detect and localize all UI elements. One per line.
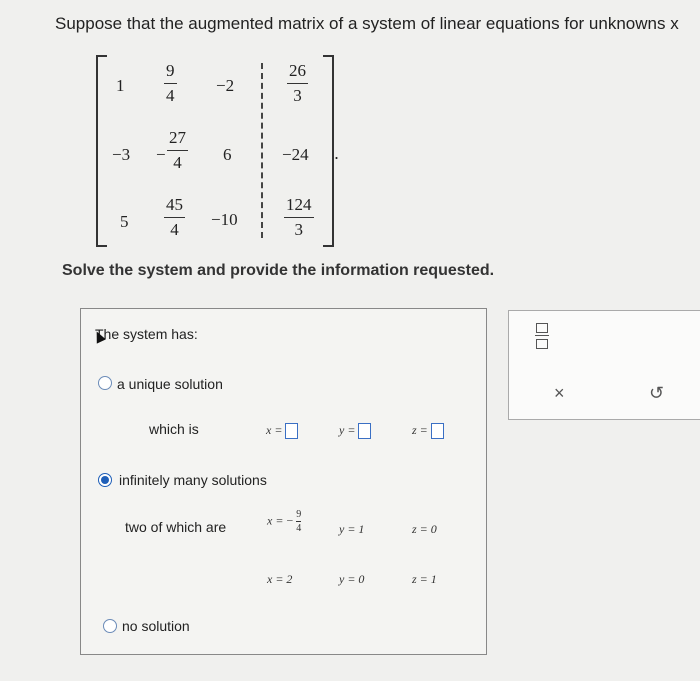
math-toolbox — [508, 310, 700, 420]
matrix-r3-c2-den: 4 — [170, 220, 179, 239]
matrix-r1-c3: −2 — [216, 76, 235, 95]
matrix-r1-b-den: 3 — [293, 86, 302, 105]
matrix-r3-c3: −10 — [211, 210, 238, 229]
unique-z-field: z = — [412, 423, 444, 439]
radio-unique-solution[interactable] — [98, 376, 112, 390]
unique-z-input[interactable] — [431, 423, 444, 439]
two-of-which-label: two of which are — [125, 519, 227, 535]
matrix-r2-b: −24 — [282, 145, 309, 164]
matrix-r3-b-den: 3 — [294, 220, 303, 239]
unique-solution-label[interactable]: a unique solution — [117, 376, 223, 392]
fraction-template-icon[interactable] — [535, 323, 549, 349]
radio-infinitely-many[interactable] — [98, 473, 112, 487]
matrix-r2-c2-den: 4 — [173, 153, 182, 172]
solution1-x-fraction: $\frac{9}{4}$ — [296, 509, 302, 534]
matrix-r1-c2 — [164, 61, 177, 106]
matrix-r1-c2-den: 4 — [166, 86, 175, 105]
matrix-r2-c2 — [167, 128, 188, 173]
matrix-r2-c3: 6 — [223, 145, 232, 164]
solution2-z: z = 1 — [412, 572, 437, 586]
matrix-r3-b-num: 124 — [286, 195, 312, 214]
solution1-y: y = 1 — [339, 522, 365, 536]
solution1-z: z = 0 — [412, 522, 437, 536]
instruction-text: Solve the system and provide the information requested. — [62, 262, 495, 279]
unique-which-is-label: which is — [149, 421, 199, 437]
infinite-solutions-label[interactable]: infinitely many solutions — [119, 472, 267, 488]
matrix-r2-c2-sign: − — [156, 145, 166, 164]
augmented-matrix — [96, 55, 346, 250]
solution1-x: x = − $\frac{9}{4}$ — [267, 509, 302, 534]
matrix-r2-c2-num: 27 — [169, 128, 186, 147]
unique-x-input[interactable] — [285, 423, 298, 439]
solution2-y: y = 0 — [339, 572, 365, 586]
matrix-r3-c2 — [164, 195, 185, 240]
matrix-r1-c2-num: 9 — [166, 61, 175, 80]
matrix-r2-c1: −3 — [112, 145, 131, 164]
undo-icon[interactable]: ↺ — [649, 383, 665, 403]
matrix-r3-c1: 5 — [120, 212, 129, 231]
matrix-r1-b-num: 26 — [289, 61, 306, 80]
matrix-r1-b — [287, 61, 308, 106]
clear-icon[interactable]: × — [554, 383, 565, 403]
answer-panel — [80, 308, 487, 655]
unique-y-input[interactable] — [358, 423, 371, 439]
matrix-left-bracket — [96, 55, 107, 247]
unique-y-field: y = — [339, 423, 371, 439]
matrix-right-bracket — [323, 55, 334, 247]
matrix-r1-c1: 1 — [116, 76, 125, 95]
question-text: Suppose that the augmented matrix of a system of linear equations for unknowns x — [55, 14, 679, 33]
unique-x-field: x = — [266, 423, 298, 439]
solution2-x: x = 2 — [267, 572, 293, 586]
matrix-period: . — [334, 143, 340, 163]
augment-divider — [261, 63, 263, 238]
no-solution-label[interactable]: no solution — [122, 618, 190, 634]
radio-no-solution[interactable] — [103, 619, 117, 633]
system-has-heading: The system has: — [95, 326, 198, 342]
matrix-r3-c2-num: 45 — [166, 195, 183, 214]
matrix-r3-b — [284, 195, 314, 240]
